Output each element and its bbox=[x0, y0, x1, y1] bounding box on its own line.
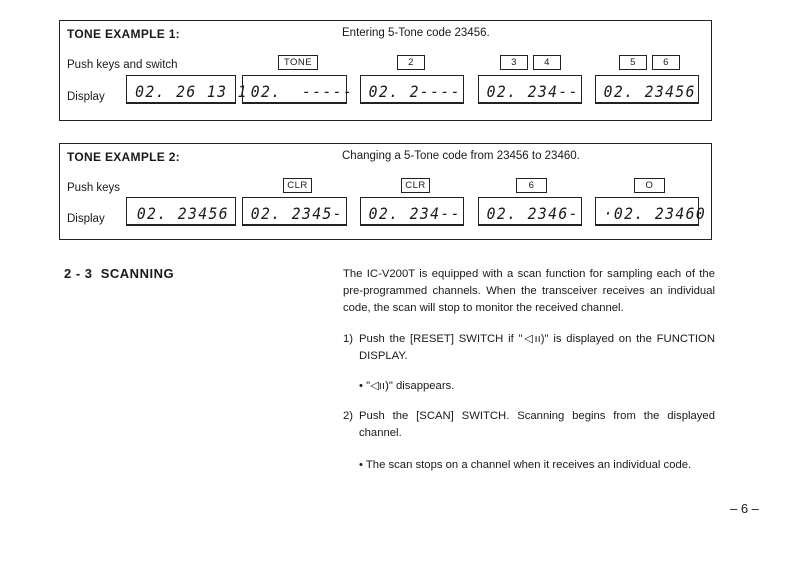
key-5: 5 bbox=[619, 55, 647, 70]
step-2-text: Push the [SCAN] SWITCH. Scanning begins from the displayed channel. bbox=[359, 410, 715, 439]
lcd-display bbox=[126, 75, 248, 104]
tone-example-2-heading: TONE EXAMPLE 2: bbox=[67, 150, 180, 164]
tone-example-2-description: Changing a 5-Tone code from 23456 to 23460. bbox=[342, 150, 580, 162]
section-title: 2 - 3 SCANNING bbox=[64, 266, 175, 281]
push-keys-label-2: Push keys bbox=[67, 182, 121, 194]
lcd-text: 02. 26 13 1 bbox=[135, 82, 248, 101]
step-2-number: 2) bbox=[343, 410, 354, 422]
key-clr: CLR bbox=[401, 178, 430, 193]
lcd-display bbox=[595, 197, 707, 226]
key-0: O bbox=[634, 178, 665, 193]
lcd-text: 02. 23456 bbox=[603, 82, 696, 101]
lcd-display bbox=[242, 197, 347, 226]
lcd-display bbox=[360, 197, 464, 226]
lcd-display bbox=[126, 197, 236, 226]
lcd-text: 02. 2346- bbox=[486, 204, 579, 223]
page-number: – 6 – bbox=[730, 501, 759, 516]
lcd-text: 02. 2---- bbox=[368, 82, 461, 101]
lcd-display bbox=[360, 75, 464, 104]
section-intro: The IC-V200T is equipped with a scan function for sampling each of the pre-programmed channels. When the transceiver receives an individual code, the scan will stop to monitor the received channel. bbox=[343, 268, 715, 314]
display-label-1: Display bbox=[67, 91, 105, 103]
key-tone: TONE bbox=[278, 55, 318, 70]
key-6: 6 bbox=[652, 55, 680, 70]
lcd-text: ·02. 23460 bbox=[603, 204, 707, 223]
tone-example-1-heading: TONE EXAMPLE 1: bbox=[67, 27, 180, 41]
step-1-text: Push the [RESET] SWITCH if "◁ıı)" is displayed on the FUNCTION DISPLAY. bbox=[359, 333, 715, 362]
lcd-text: 02. 2345- bbox=[250, 204, 343, 223]
lcd-display bbox=[242, 75, 354, 104]
push-keys-label-1: Push keys and switch bbox=[67, 59, 178, 71]
key-clr: CLR bbox=[283, 178, 312, 193]
key-6: 6 bbox=[516, 178, 547, 193]
tone-example-1-description: Entering 5-Tone code 23456. bbox=[342, 27, 490, 39]
step-1-note: • "◁ıı)" disappears. bbox=[359, 380, 455, 392]
lcd-display bbox=[595, 75, 699, 104]
lcd-display bbox=[478, 75, 582, 104]
step-1-number: 1) bbox=[343, 333, 354, 345]
display-label-2: Display bbox=[67, 213, 105, 225]
lcd-text: 02. 23456 bbox=[136, 204, 229, 223]
step-2-note: • The scan stops on a channel when it receives an individual code. bbox=[359, 459, 692, 471]
key-4: 4 bbox=[533, 55, 561, 70]
lcd-text: 02. 234-- bbox=[486, 82, 579, 101]
key-2: 2 bbox=[397, 55, 425, 70]
lcd-text: 02. ----- bbox=[250, 82, 354, 101]
lcd-text: 02. 234-- bbox=[368, 204, 461, 223]
key-3: 3 bbox=[500, 55, 528, 70]
lcd-display bbox=[478, 197, 582, 226]
